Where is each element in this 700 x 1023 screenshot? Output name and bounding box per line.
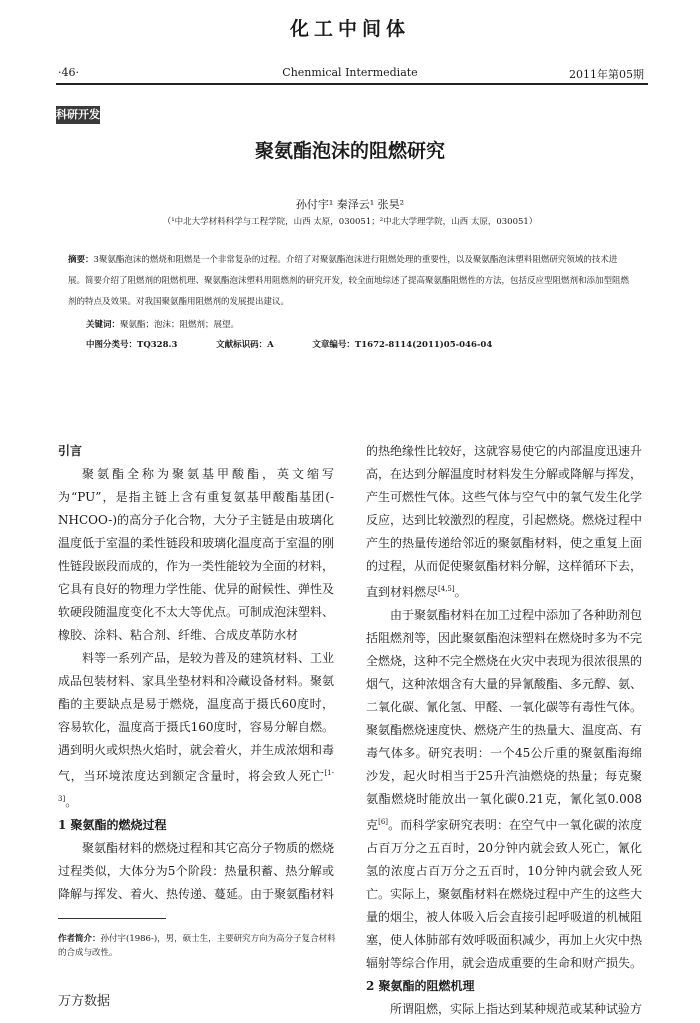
footnote-text: 孙付宇(1986-)，男，硕士生，主要研究方向为高分子复合材料的合成与改性。	[58, 934, 336, 958]
keywords-text: 聚氨酯；泡沫；阻燃剂；展望。	[120, 320, 240, 330]
section-2-heading: 2 聚氨酯的阻燃机理	[366, 979, 475, 993]
citation: [1-3]	[58, 769, 334, 803]
keywords-label: 关键词：	[86, 320, 121, 330]
classification-line	[86, 338, 646, 350]
clc-number: 中图分类号：TQ328.3	[86, 340, 178, 350]
journal-title: 化工中间体	[289, 18, 410, 40]
watermark: 万方数据	[58, 994, 111, 1009]
authors: 孙付宇¹ 秦泽云¹ 张昊²	[295, 198, 405, 211]
journal-english-title: Chenmical Intermediate	[282, 66, 418, 79]
article-title: 聚氨酯泡沫的阻燃研究	[254, 140, 445, 162]
section-2-paragraph-1: 所谓阻燃，实际上指达到某种规范或某种试验方	[390, 1002, 643, 1016]
footnote-label: 作者简介：	[58, 934, 101, 944]
citation: [4,5]	[438, 585, 455, 593]
issue-info: 2011年第05期	[569, 68, 644, 81]
abstract	[68, 250, 634, 313]
document-code: 文献标识码：A	[216, 340, 274, 350]
section-1-heading: 1 聚氨酯的燃烧过程	[58, 818, 167, 832]
page-number: ·46·	[58, 66, 79, 79]
intro-heading: 引言	[58, 444, 83, 458]
header-divider	[56, 83, 648, 85]
section-1-paragraph-2: 由于聚氨酯材料在加工过程中添加了各种助剂包括阻燃剂等，因此聚氨酯泡沫塑料在燃烧时多为不完全燃烧，这种不完全燃烧在火灾中表现为很浓很黑的烟气，这种浓烟含有大量的异氰酸酯、多元醇、氨、二氧化碳、氰化氢、甲醛、一氧化碳等有毒性气体。聚氨酯燃烧速度快、燃烧产生的热量大、温度高、有毒气体多。研究表明：一个45公斤重的聚氨酯海绵沙发，起火时相当于25升汽油燃烧的热量；每克聚氨酯燃烧时能放出一氧化碳0.21克，氰化氢0.008克[6]。而科学家研究表明：在空气中一氧化碳的浓度占百万分之五百时，20分钟内就会致人死亡，氰化氢的浓度占百万分之五百时，10分钟内就会致人死亡。实际上，聚氨酯材料在燃烧过程中产生的这些大量的烟尘，被人体吸入后会直接引起呼吸道的机械阻塞，使人体肺部有效呼吸面积减少，再加上火灾中热辐射等综合作用，就会造成重要的生命和财产损失。	[366, 608, 643, 970]
abstract-label: 摘要：	[68, 255, 94, 265]
left-column	[58, 440, 334, 906]
keywords	[86, 318, 239, 330]
footnote-divider	[58, 918, 166, 919]
intro-paragraph-1: 聚氨酯全称为聚氨基甲酸酯，英文缩写为“PU”，是指主链上含有重复氨基甲酸酯基团(-NHCOO-)的高分子化合物，大分子主链是由玻璃化温度低于室温的柔性链段和玻璃化温度高于室温的刚性链段嵌段而成的，作为一类性能较为全面的材料，它具有良好的物理力学性能、优异的耐候性、弹性及软硬段随温度变化不太大等优点。可制成泡沫塑料、橡胶、涂料、粘合剂、纤维、合成皮革防水材	[58, 467, 335, 642]
right-column	[366, 440, 642, 1021]
author-footnote	[58, 932, 340, 960]
affiliations: （¹中北大学材料科学与工程学院，山西 太原，030051；²中北大学理学院，山西 太原，030051）	[162, 217, 538, 227]
abstract-text: 3聚氨酯泡沫的燃烧和阻燃是一个非常复杂的过程。介绍了对聚氨酯泡沫进行阻燃处理的重要性，以及聚氨酯泡沫塑料阻燃研究领域的技术进展。简要介绍了阻燃剂的阻燃机理、聚氨酯泡沫塑料用阻燃剂的研究开发，较全面地综述了提高聚氨酯阻燃性的方法，包括反应型阻燃剂和添加型阻燃剂的特点及效果。对我国聚氨酯用阻燃剂的发展提出建议。	[68, 255, 630, 307]
article-number: 文章编号：T1672-8114(2011)05-046-04	[312, 340, 493, 350]
intro-paragraph-2: 料等一系列产品，是较为普及的建筑材料、工业成品包装材料、家具坐垫材料和冷藏设备材料。聚氨酯的主要缺点是易于燃烧，温度高于摄氏60度时，容易软化，温度高于摄氏160度时，容易分解自燃。遇到明火或炽热火焰时，就会着火，并生成浓烟和毒气，当环境浓度达到额定含量时，将会致人死亡[1-3]。	[58, 651, 335, 809]
citation: [6]	[378, 818, 389, 826]
section-1-paragraph-1-continued: 的热绝缘性比较好，这就容易使它的内部温度迅速升高，在达到分解温度时材料发生分解或降解与挥发，产生可燃性气体。这些气体与空气中的氧气发生化学反应，达到比较激烈的程度，引起燃烧。燃烧过程中产生的热量传递给邻近的聚氨酯材料，使之重复上面的过程，从而促使聚氨酯材料分解，这样循环下去，直到材料燃尽[4,5]。	[366, 444, 643, 599]
section-tag: 科研开发	[56, 106, 100, 124]
section-1-paragraph-1: 聚氨酯材料的燃烧过程和其它高分子物质的燃烧过程类似，大体分为5个阶段：热量积蓄、热分解或降解与挥发、着火、热传递、蔓延。由于聚氨酯材料	[58, 841, 335, 901]
